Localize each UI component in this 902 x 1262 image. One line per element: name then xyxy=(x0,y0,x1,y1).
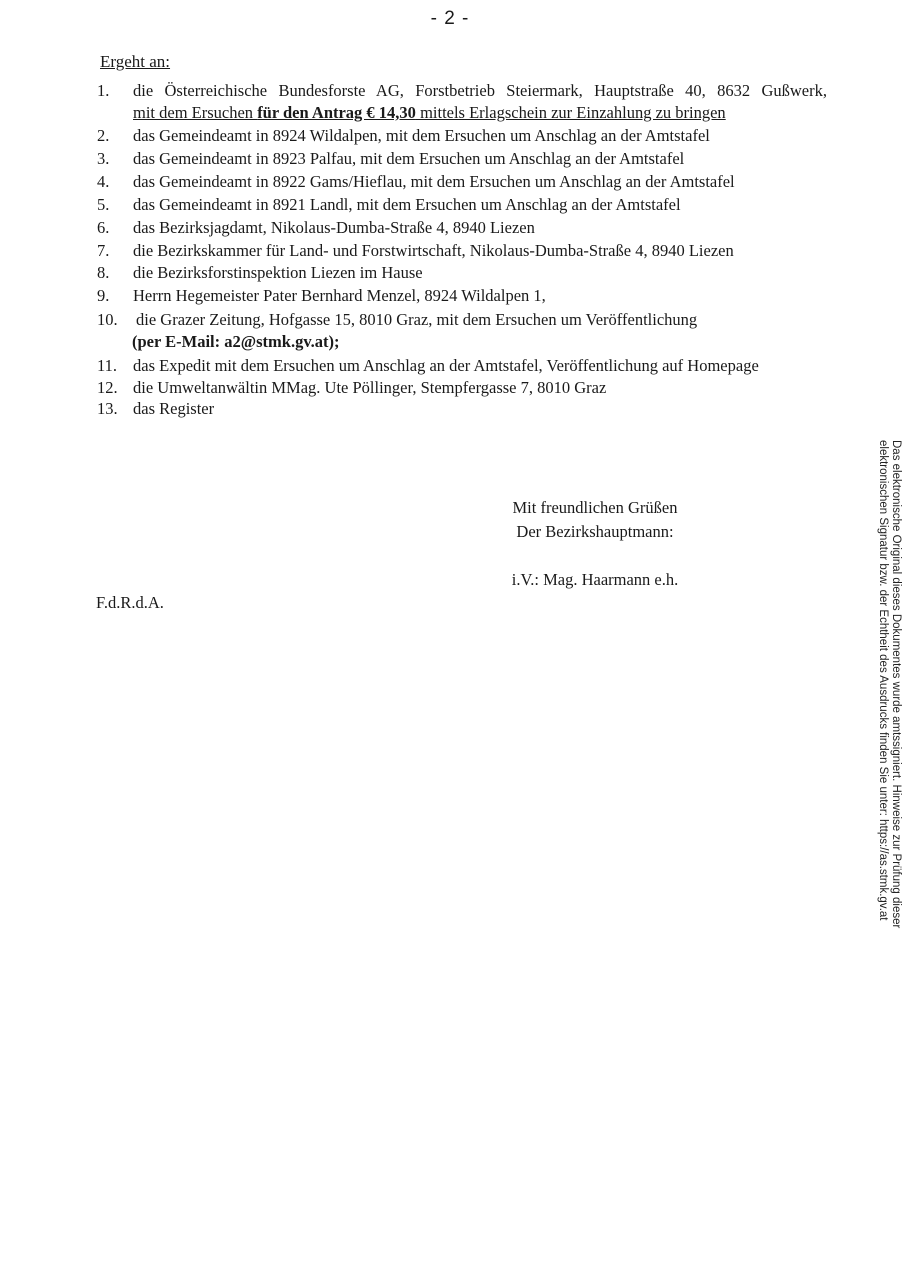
recipient-text: das Gemeindeamt in 8924 Wildalpen, mit dem Ersuchen um Anschlag an der Amtstafel xyxy=(133,126,710,145)
recipient-text: das Expedit mit dem Ersuchen um Anschlag an der Amtstafel, Veröffentlichung auf Homepage xyxy=(133,356,759,375)
recipient-number: 4. xyxy=(97,172,110,191)
recipient-number: 6. xyxy=(97,218,110,237)
recipient-text: die Bezirksforstinspektion Liezen im Hause xyxy=(133,263,423,282)
recipient-number: 9. xyxy=(97,286,110,305)
recipient-number: 1. xyxy=(97,81,110,100)
recipient-line-1: die Grazer Zeitung, Hofgasse 15, 8010 Graz, mit dem Ersuchen um Veröffentlichung xyxy=(136,310,698,329)
recipient-text: die Umweltanwältin MMag. Ute Pöllinger, Stempfergasse 7, 8010 Graz xyxy=(133,378,607,397)
recipient-number: 11. xyxy=(97,356,118,375)
recipient-number: 5. xyxy=(97,195,110,214)
recipient-text: die Bezirkskammer für Land- und Forstwirtschaft, Nikolaus-Dumba-Straße 4, 8940 Liezen xyxy=(133,241,734,260)
recipient-number: 10. xyxy=(97,310,118,329)
payment-request-pre: mit dem Ersuchen xyxy=(133,103,258,122)
closing-role: Der Bezirkshauptmann: xyxy=(516,522,674,541)
email-note: (per E-Mail: a2@stmk.gv.at); xyxy=(132,332,340,351)
recipient-number: 7. xyxy=(97,241,110,260)
recipient-number: 2. xyxy=(97,126,110,145)
page-number: - 2 - xyxy=(430,8,470,29)
recipient-text: das Gemeindeamt in 8922 Gams/Hieflau, mit dem Ersuchen um Anschlag an der Amtstafel xyxy=(133,172,735,191)
recipients-heading: Ergeht an: xyxy=(100,52,171,71)
side-note-line-1: Das elektronische Original dieses Dokumentes wurde amtssigniert. Hinweise zur Prüfung dieser xyxy=(890,440,902,929)
recipient-text: das Bezirksjagdamt, Nikolaus-Dumba-Straße 4, 8940 Liezen xyxy=(133,218,535,237)
payment-amount: für den Antrag € 14,30 xyxy=(257,103,416,122)
recipient-text: das Register xyxy=(133,399,215,418)
recipient-line-1: die Österreichische Bundesforste AG, Forstbetrieb Steiermark, Hauptstraße 40, 8632 Gußwerk, xyxy=(133,81,827,100)
recipient-text: das Gemeindeamt in 8921 Landl, mit dem Ersuchen um Anschlag an der Amtstafel xyxy=(133,195,681,214)
recipient-number: 3. xyxy=(97,149,110,168)
recipient-text: das Gemeindeamt in 8923 Palfau, mit dem Ersuchen um Anschlag an der Amtstafel xyxy=(133,149,685,168)
recipient-number: 12. xyxy=(97,378,118,397)
recipient-text: Herrn Hegemeister Pater Bernhard Menzel, 8924 Wildalpen 1, xyxy=(133,286,546,305)
recipient-number: 13. xyxy=(97,399,118,418)
fdrda-note: F.d.R.d.A. xyxy=(96,593,164,612)
payment-request-post: mittels Erlagschein zur Einzahlung zu bringen xyxy=(415,103,726,122)
side-note-line-2: elektronischen Signatur bzw. der Echtheit des Ausdrucks finden Sie unter: https://as.stmk.gv.at xyxy=(877,440,889,921)
recipient-text xyxy=(133,80,827,124)
signature-verification-note xyxy=(876,440,902,929)
payment-request-line xyxy=(133,103,726,122)
signature-line: i.V.: Mag. Haarmann e.h. xyxy=(511,570,679,589)
recipient-text xyxy=(132,309,698,353)
closing-greeting: Mit freundlichen Grüßen xyxy=(512,498,678,517)
recipient-number: 8. xyxy=(97,263,110,282)
